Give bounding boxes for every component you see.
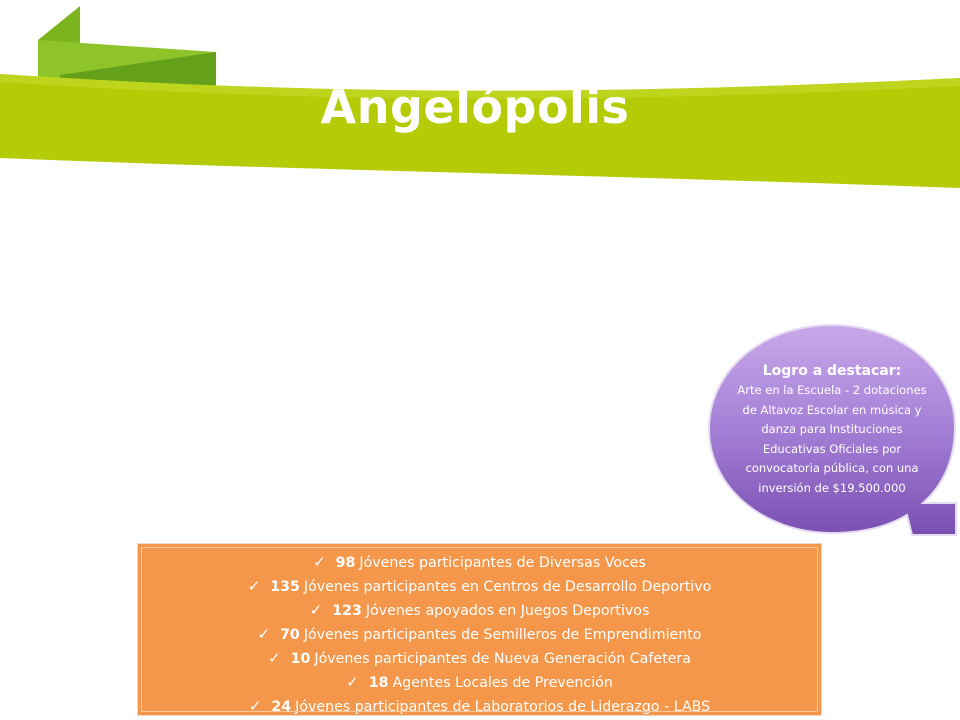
checkmark-icon: ✓ xyxy=(346,673,359,691)
checkmark-icon: ✓ xyxy=(313,553,326,571)
checkmark-icon: ✓ xyxy=(309,601,323,619)
list-item: ✓ 10 Jóvenes participantes de Nueva Generación Cafetera xyxy=(268,649,691,667)
list-item: ✓ 123 Jóvenes apoyados en Juegos Deportivos xyxy=(309,601,650,619)
list-item: ✓ 70 Jóvenes participantes de Semilleros de Emprendimiento xyxy=(257,625,702,643)
highlight-body: Arte en la Escuela - 2 dotaciones de Altavoz Escolar en música y danza para Instituciones Educativas Oficiales por convocatoria pública, con una inversión de $19.500.000 xyxy=(737,383,927,495)
stats-list xyxy=(138,544,821,719)
stats-box xyxy=(138,544,821,715)
checkmark-icon: ✓ xyxy=(247,577,261,595)
list-item: ✓ 24 Jóvenes participantes de Laboratorios de Liderazgo - LABS xyxy=(248,697,711,715)
list-item: ✓ 98 Jóvenes participantes de Diversas Voces xyxy=(313,553,646,571)
highlight-title: Logro a destacar: xyxy=(762,363,902,379)
checkmark-icon: ✓ xyxy=(248,697,262,715)
checkmark-icon: ✓ xyxy=(268,649,281,667)
list-item: ✓ 18 Agentes Locales de Prevención xyxy=(346,673,613,691)
checkmark-icon: ✓ xyxy=(257,625,271,643)
highlight-bubble xyxy=(707,321,957,537)
list-item: ✓ 135 Jóvenes participantes en Centros de Desarrollo Deportivo xyxy=(247,577,712,595)
page-title: Angelópolis xyxy=(320,80,630,134)
